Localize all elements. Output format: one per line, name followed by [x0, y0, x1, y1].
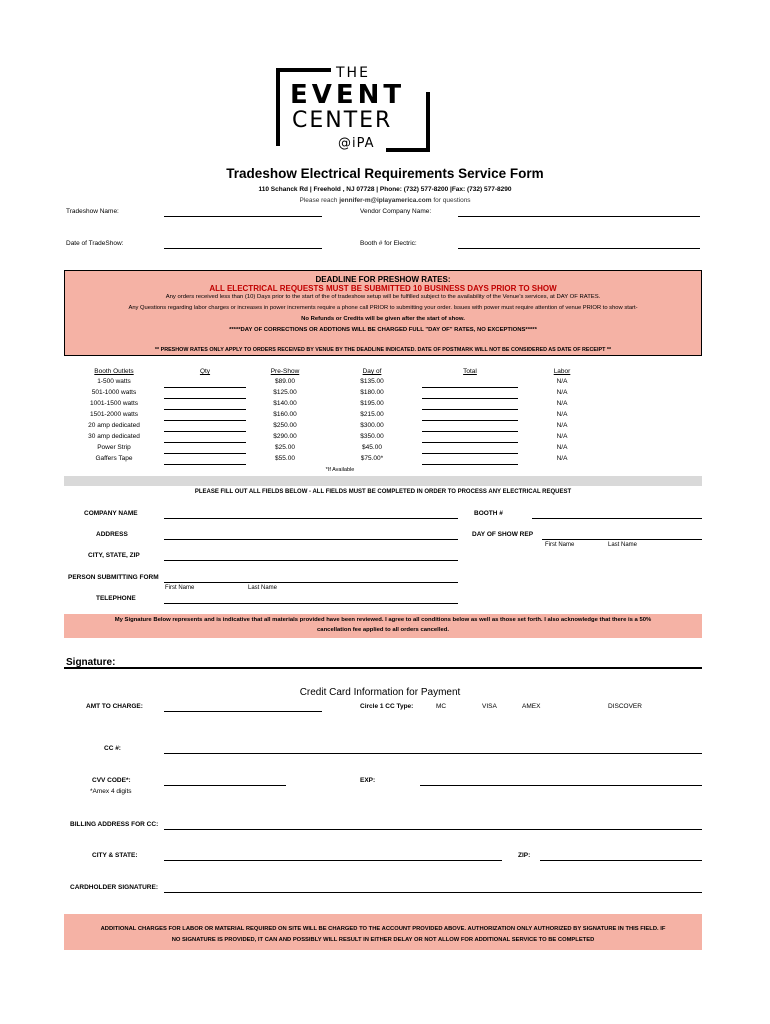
logo-the: THE	[336, 65, 370, 81]
rep-first-name-label: First Name	[545, 542, 575, 548]
total-field[interactable]	[422, 431, 518, 432]
zip-field[interactable]	[540, 860, 702, 861]
booth-label: BOOTH #	[474, 510, 503, 517]
contact-line	[0, 197, 770, 204]
person-submitting-field[interactable]	[164, 582, 458, 583]
outlet-cell: Power Strip	[97, 444, 131, 451]
qty-field[interactable]	[164, 420, 246, 421]
if-available-note: *If Available	[325, 467, 355, 473]
dayof-cell: $135.00	[360, 378, 384, 385]
agreement-text-2: cancellation fee applied to all orders cancelled.	[317, 627, 449, 633]
cc-type-label: Circle 1 CC Type:	[360, 703, 414, 710]
company-name-label: COMPANY NAME	[84, 510, 138, 517]
day-of-show-rep-label: DAY OF SHOW REP	[472, 531, 534, 538]
labor-cell: N/A	[556, 389, 568, 396]
qty-field[interactable]	[164, 431, 246, 432]
dayof-cell: $195.00	[360, 400, 384, 407]
gray-divider-bar	[64, 476, 702, 486]
preshow-cell: $89.00	[275, 378, 295, 385]
form-title: Tradeshow Electrical Requirements Service Form	[226, 166, 544, 181]
dayof-cell: $75.00*	[360, 455, 384, 462]
cc-type-visa[interactable]: VISA	[482, 703, 497, 710]
zip-label: ZIP:	[518, 852, 531, 859]
preshow-cell: $250.00	[273, 422, 297, 429]
exp-field[interactable]	[420, 785, 702, 786]
person-submitting-label: PERSON SUBMITTING FORM	[68, 574, 159, 581]
total-field[interactable]	[422, 387, 518, 388]
labor-cell: N/A	[556, 400, 568, 407]
telephone-field[interactable]	[164, 603, 458, 604]
tradeshow-name-label: Tradeshow Name:	[66, 208, 119, 215]
header-preshow: Pre-Show	[270, 368, 300, 375]
cardholder-signature-label: CARDHOLDER SIGNATURE:	[70, 884, 158, 891]
labor-cell: N/A	[556, 411, 568, 418]
cvv-code-field[interactable]	[164, 785, 286, 786]
cc-type-discover[interactable]: DISCOVER	[608, 703, 642, 710]
city-state-zip-field[interactable]	[164, 560, 458, 561]
total-field[interactable]	[422, 442, 518, 443]
dayof-cell: $215.00	[360, 411, 384, 418]
cc-number-field[interactable]	[164, 753, 702, 754]
labor-cell: N/A	[556, 378, 568, 385]
company-name-field[interactable]	[164, 518, 458, 519]
outlet-cell: 1501-2000 watts	[89, 411, 139, 418]
deadline-line3: No Refunds or Credits will be given after the start of show.	[301, 316, 465, 322]
deadline-line1: Any orders received less than (10) Days prior to the start of the of tradeshow setup will be fulfilled subject to the availability of the Venue's services, at DAY OF RATES.	[165, 294, 601, 300]
cc-type-mc[interactable]: MC	[436, 703, 447, 710]
outlet-cell: Gaffers Tape	[95, 455, 133, 462]
billing-address-field[interactable]	[164, 829, 702, 830]
city-state-zip-label: CITY, STATE, ZIP	[88, 552, 140, 559]
rep-last-name-label: Last Name	[608, 542, 638, 548]
qty-field[interactable]	[164, 409, 246, 410]
deadline-footnote: ** PRESHOW RATES ONLY APPLY TO ORDERS RECEIVED BY VENUE BY THE DEADLINE INDICATED. DATE OF POSTMARK WILL NOT BE CONSIDERED AS DATE OF RECEIPT **	[154, 347, 612, 353]
total-field[interactable]	[422, 453, 518, 454]
outlet-cell: 1001-1500 watts	[89, 400, 139, 407]
agreement-text-1: My Signature Below represents and is indicative that all materials provided have been reviewed. I agree to all conditions below as well as those set forth. I also acknowledge that there is a 50%	[114, 617, 652, 623]
qty-field[interactable]	[164, 464, 246, 465]
labor-cell: N/A	[556, 422, 568, 429]
submitter-last-name-label: Last Name	[248, 585, 278, 591]
qty-field[interactable]	[164, 442, 246, 443]
cc-number-label: CC #:	[104, 745, 121, 752]
address-label: ADDRESS	[96, 531, 128, 538]
credit-card-title: Credit Card Information for Payment	[299, 687, 461, 698]
total-field[interactable]	[422, 420, 518, 421]
venue-address: 110 Schanck Rd | Freehold , NJ 07728 | Phone: (732) 577-8200 |Fax: (732) 577-8290	[258, 186, 512, 193]
header-booth-outlets: Booth Outlets	[94, 368, 134, 375]
amt-to-charge-field[interactable]	[164, 711, 322, 712]
total-field[interactable]	[422, 409, 518, 410]
header-qty: Qty	[199, 368, 211, 375]
event-center-logo	[276, 65, 448, 156]
total-field[interactable]	[422, 398, 518, 399]
deadline-subtitle: ALL ELECTRICAL REQUESTS MUST BE SUBMITTED 10 BUSINESS DAYS PRIOR TO SHOW	[209, 284, 557, 293]
signature-label: Signature:	[66, 657, 116, 668]
contact-email[interactable]: jennifer-m@iplayamerica.com	[339, 197, 432, 204]
exp-label: EXP:	[360, 777, 376, 784]
outlet-cell: 1-500 watts	[97, 378, 131, 385]
dayof-cell: $45.00	[362, 444, 382, 451]
preshow-cell: $140.00	[273, 400, 297, 407]
city-state-field[interactable]	[164, 860, 502, 861]
booth-field[interactable]	[532, 518, 702, 519]
day-of-show-rep-field[interactable]	[542, 539, 702, 540]
date-of-tradeshow-field[interactable]	[164, 248, 322, 249]
contact-prefix: Please reach	[299, 197, 338, 204]
tradeshow-name-field[interactable]	[164, 216, 322, 217]
cc-type-amex[interactable]: AMEX	[522, 703, 541, 710]
cardholder-signature-field[interactable]	[164, 892, 702, 893]
footer-line-1: ADDITIONAL CHARGES FOR LABOR OR MATERIAL REQUIRED ON SITE WILL BE CHARGED TO THE ACCOUNT PROVIDED ABOVE. AUTHORIZATION ONLY AUTHORIZED BY SIGNATURE IN THIS FIELD. IF	[100, 926, 666, 932]
labor-cell: N/A	[556, 444, 568, 451]
deadline-line2: Any Questions regarding labor charges or increases in power increments require a phone call PRIOR to submitting your order. Issues with power must require attention of venue PRIOR to show start-	[128, 305, 638, 311]
qty-field[interactable]	[164, 387, 246, 388]
preshow-cell: $55.00	[275, 455, 295, 462]
preshow-cell: $25.00	[275, 444, 295, 451]
vendor-company-field[interactable]	[458, 216, 700, 217]
deadline-title: DEADLINE FOR PRESHOW RATES:	[315, 275, 451, 284]
outlet-cell: 20 amp dedicated	[88, 422, 140, 429]
logo-center: CENTER	[292, 108, 393, 133]
header-dayof: Day of	[362, 368, 382, 375]
booth-electric-label: Booth # for Electric:	[360, 240, 417, 247]
logo-ipa: @iPA	[338, 136, 375, 151]
qty-field[interactable]	[164, 453, 246, 454]
dayof-cell: $350.00	[360, 433, 384, 440]
header-total: Total	[463, 368, 477, 375]
outlet-cell: 501-1000 watts	[91, 389, 137, 396]
dayof-cell: $300.00	[360, 422, 384, 429]
booth-electric-field[interactable]	[458, 248, 700, 249]
amt-to-charge-label: AMT TO CHARGE:	[86, 703, 143, 710]
amex-note: *Amex 4 digits	[90, 788, 132, 795]
deadline-line4: *****DAY OF CORRECTIONS OR ADDTIONS WILL BE CHARGED FULL "DAY OF" RATES, NO EXCEPTIONS*****	[229, 327, 537, 333]
labor-cell: N/A	[556, 455, 568, 462]
address-field[interactable]	[164, 539, 458, 540]
preshow-cell: $160.00	[273, 411, 297, 418]
telephone-label: TELEPHONE	[96, 595, 136, 602]
vendor-company-label: Vendor Company Name:	[360, 208, 432, 215]
header-labor: Labor	[553, 368, 571, 375]
submitter-first-name-label: First Name	[165, 585, 195, 591]
footer-line-2: NO SIGNATURE IS PROVIDED, IT CAN AND POSSIBLY WILL RESULT IN EITHER DELAY OR NOT ALLOW FOR ADDITIONAL SERVICE TO BE COMPLETED	[171, 937, 595, 943]
footer-notice-box	[64, 914, 702, 950]
dayof-cell: $180.00	[360, 389, 384, 396]
date-of-tradeshow-label: Date of TradeShow:	[66, 240, 124, 247]
labor-cell: N/A	[556, 433, 568, 440]
qty-field[interactable]	[164, 398, 246, 399]
cvv-code-label: CVV CODE*:	[92, 777, 131, 784]
fill-all-fields-notice: PLEASE FILL OUT ALL FIELDS BELOW - ALL FIELDS MUST BE COMPLETED IN ORDER TO PROCESS ANY ELECTRICAL REQUEST	[194, 489, 572, 495]
signature-field[interactable]	[64, 667, 702, 669]
outlet-cell: 30 amp dedicated	[88, 433, 140, 440]
preshow-cell: $125.00	[273, 389, 297, 396]
logo-event: EVENT	[290, 80, 406, 110]
total-field[interactable]	[422, 464, 518, 465]
city-state-label: CITY & STATE:	[92, 852, 138, 859]
preshow-cell: $290.00	[273, 433, 297, 440]
billing-address-label: BILLING ADDRESS FOR CC:	[70, 821, 159, 828]
contact-suffix: for questions	[433, 197, 471, 204]
